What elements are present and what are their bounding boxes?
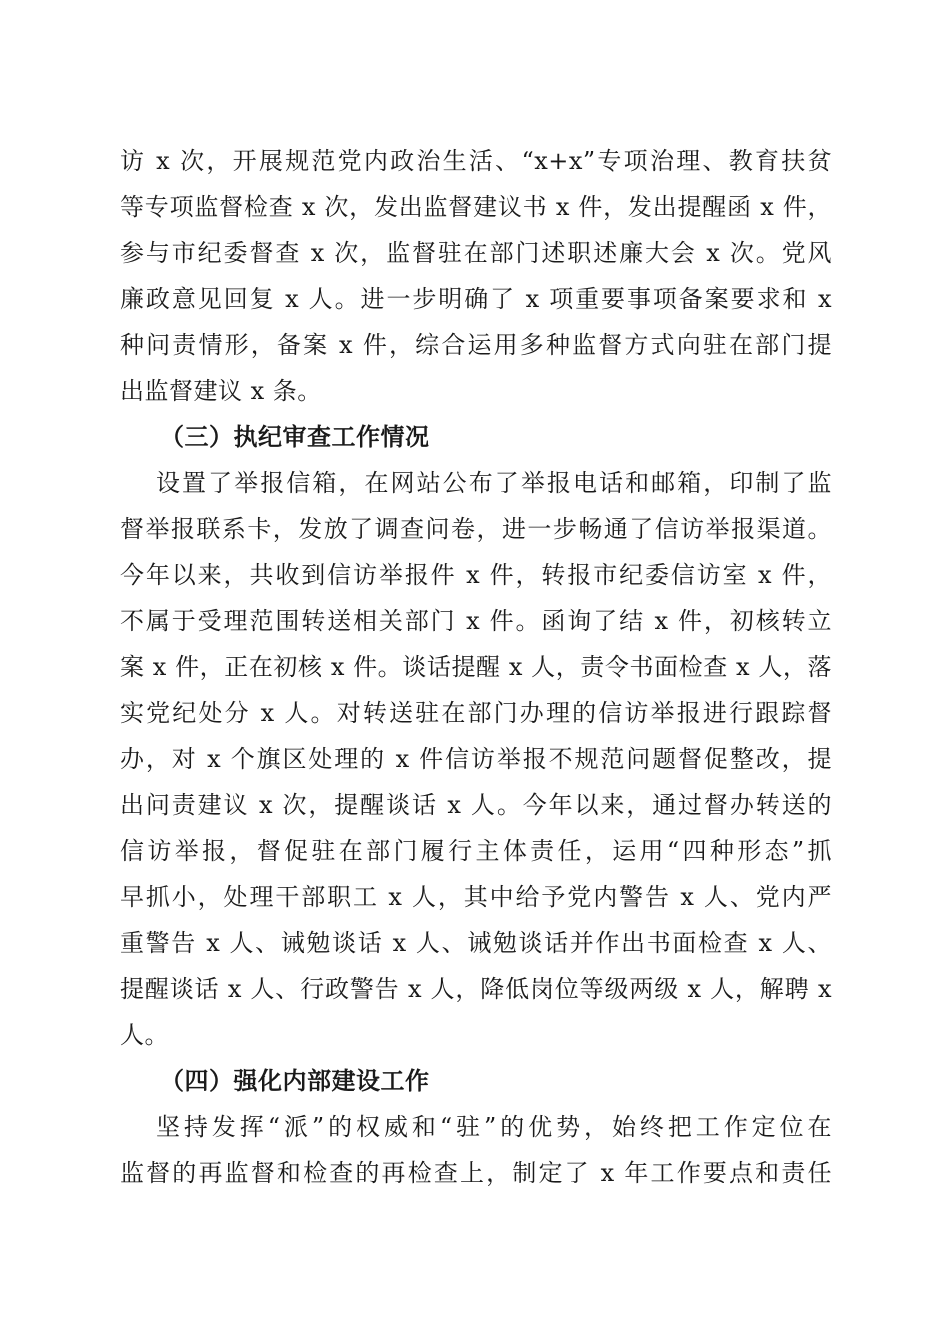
text-line: 不属于受理范围转送相关部门 x 件。函询了结 x 件，初核转立 (120, 607, 832, 635)
text-line: 访 x 次，开展规范党内政治生活、“x+x”专项治理、教育扶贫 (120, 147, 832, 175)
text-line: 案 x 件，正在初核 x 件。谈话提醒 x 人，责令书面检查 x 人，落 (120, 653, 832, 681)
text-line: 重警告 x 人、诫勉谈话 x 人、诫勉谈话并作出书面检查 x 人、 (120, 929, 832, 957)
text-line: 出监督建议 x 条。 (120, 377, 322, 405)
text-line: 等专项监督检查 x 次，发出监督建议书 x 件，发出提醒函 x 件， (120, 193, 832, 221)
text-line: 监督的再监督和检查的再检查上，制定了 x 年工作要点和责任 (120, 1159, 832, 1187)
document-body (120, 138, 832, 1196)
text-line: 种问责情形，备案 x 件，综合运用多种监督方式向驻在部门提 (120, 331, 832, 359)
text-line: 信访举报，督促驻在部门履行主体责任，运用“四种形态”抓 (120, 837, 832, 865)
text-line: 参与市纪委督查 x 次，监督驻在部门述职述廉大会 x 次。党风 (120, 239, 832, 267)
text-line: 提醒谈话 x 人、行政警告 x 人，降低岗位等级两级 x 人，解聘 x (120, 975, 832, 1003)
text-line: 设置了举报信箱，在网站公布了举报电话和邮箱，印制了监 (156, 469, 832, 497)
text-line: 人。 (120, 1021, 169, 1049)
text-line: 办，对 x 个旗区处理的 x 件信访举报不规范问题督促整改，提 (120, 745, 832, 773)
section-heading: （三）执纪审查工作情况 (160, 422, 430, 451)
text-line: 今年以来，共收到信访举报件 x 件，转报市纪委信访室 x 件， (120, 561, 832, 589)
section-heading: （四）强化内部建设工作 (160, 1066, 430, 1095)
text-line: 出问责建议 x 次，提醒谈话 x 人。今年以来，通过督办转送的 (120, 791, 832, 819)
text-line: 坚持发挥“派”的权威和“驻”的优势，始终把工作定位在 (156, 1113, 832, 1141)
text-line: 廉政意见回复 x 人。进一步明确了 x 项重要事项备案要求和 x (120, 285, 832, 313)
text-line: 早抓小，处理干部职工 x 人，其中给予党内警告 x 人、党内严 (120, 883, 832, 911)
text-line: 督举报联系卡，发放了调查问卷，进一步畅通了信访举报渠道。 (120, 515, 832, 543)
text-line: 实党纪处分 x 人。对转送驻在部门办理的信访举报进行跟踪督 (120, 699, 832, 727)
